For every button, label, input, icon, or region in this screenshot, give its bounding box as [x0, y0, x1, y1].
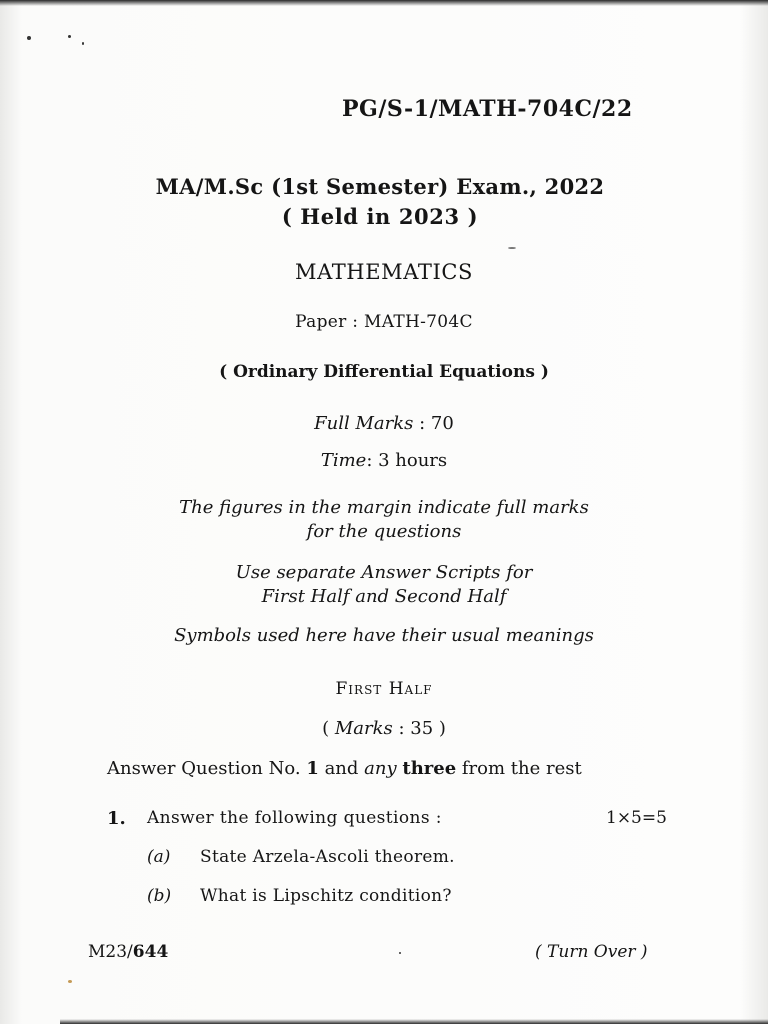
margin-note-line2: for the questions — [306, 521, 462, 542]
instruction-three: three — [402, 758, 457, 779]
scripts-note-line2: First Half and Second Half — [261, 586, 507, 607]
scan-speck — [508, 247, 516, 249]
paper-code: PG/S-1/MATH-704C/22 — [342, 96, 633, 122]
instruction-question-number: 1 — [306, 758, 319, 779]
answer-instruction — [107, 758, 582, 779]
footer-code-number: 644 — [132, 942, 169, 962]
scan-speck — [68, 35, 71, 38]
scan-speck — [68, 980, 72, 983]
scan-speck — [27, 36, 31, 40]
instruction-text: and — [318, 758, 365, 779]
instruction-text: from the rest — [456, 758, 582, 779]
instruction-any: any — [364, 758, 397, 779]
margin-note-line1: The figures in the margin indicate full marks — [179, 497, 589, 518]
scan-top-edge — [0, 0, 768, 6]
scripts-note-line1: Use separate Answer Scripts for — [235, 562, 533, 583]
section-marks-value: : 35 ) — [392, 718, 446, 739]
scan-speck — [82, 42, 84, 45]
scan-bottom-edge — [60, 1019, 768, 1024]
section-title: First Half — [335, 679, 433, 699]
subject-title: MATHEMATICS — [294, 260, 474, 284]
time-value: : 3 hours — [366, 450, 448, 471]
full-marks-label: Full Marks — [314, 413, 414, 434]
subquestion-text: What is Lipschitz condition? — [200, 886, 452, 906]
section-marks-label: Marks — [334, 718, 393, 739]
symbols-note: Symbols used here have their usual meanings — [174, 625, 594, 646]
instruction-text: Answer Question No. — [107, 758, 307, 779]
section-marks — [0, 718, 768, 739]
question-number: 1. — [107, 808, 126, 829]
subquestion-text: State Arzela-Ascoli theorem. — [200, 847, 455, 867]
footer-code-prefix: M23/ — [88, 942, 133, 962]
subquestion-label: (a) — [147, 847, 171, 867]
held-year: ( Held in 2023 ) — [281, 204, 479, 229]
paper-number: Paper : MATH-704C — [295, 312, 473, 332]
time-allowed — [0, 450, 768, 471]
subquestion-label: (b) — [147, 886, 172, 906]
question-marks: 1×5=5 — [606, 808, 667, 828]
time-label: Time — [320, 450, 367, 471]
section-marks-open: ( — [322, 718, 335, 739]
paper-title: ( Ordinary Differential Equations ) — [219, 362, 549, 382]
scan-speck — [399, 952, 401, 954]
full-marks-value: : 70 — [419, 413, 454, 434]
turn-over-note: ( Turn Over ) — [535, 942, 648, 962]
exam-title: MA/M.Sc (1st Semester) Exam., 2022 — [155, 174, 605, 199]
question-text: Answer the following questions : — [147, 808, 442, 828]
full-marks — [0, 413, 768, 434]
footer-code — [88, 942, 168, 962]
